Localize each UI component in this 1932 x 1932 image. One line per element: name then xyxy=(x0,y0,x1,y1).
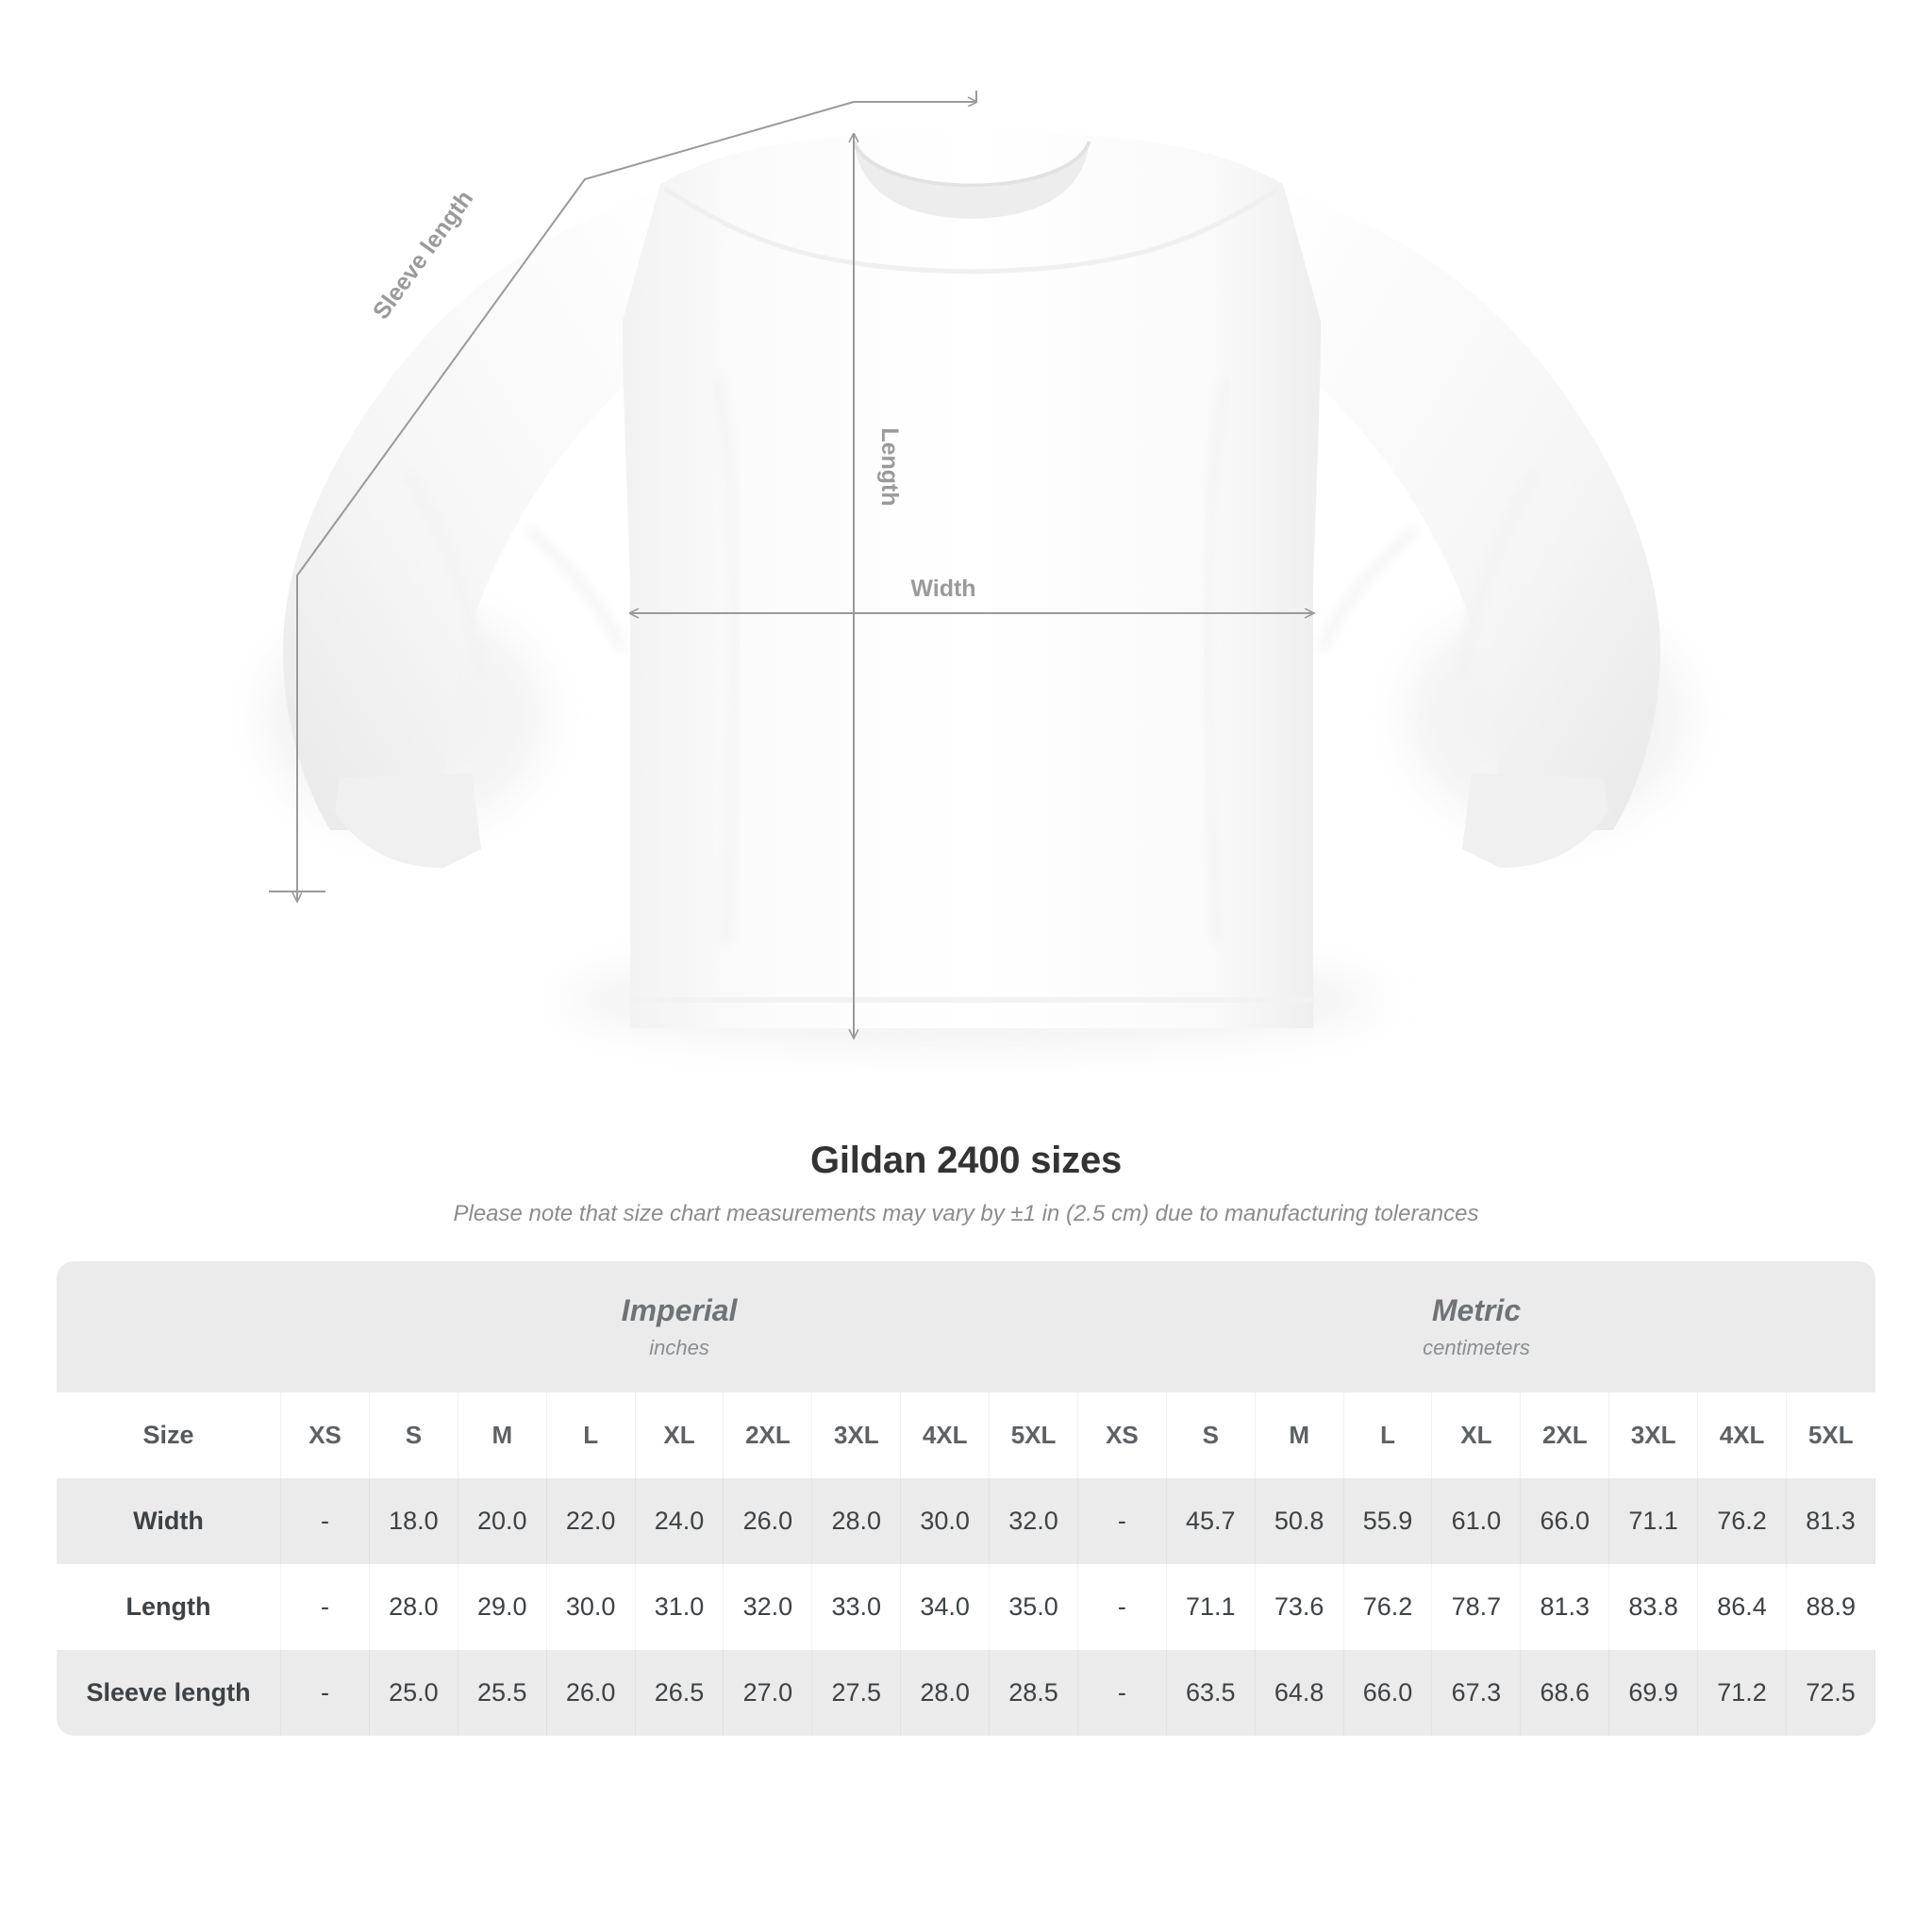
cell-sleeve-metric-3xl: 69.9 xyxy=(1609,1650,1698,1736)
cell-width-imperial-3xl: 28.0 xyxy=(812,1478,901,1564)
row-label-length: Length xyxy=(57,1564,281,1650)
tolerance-note: Please note that size chart measurements may vary by ±1 in (2.5 cm) due to manufacturing tolerances xyxy=(453,1201,1479,1226)
size-header-imperial-xs: XS xyxy=(281,1392,370,1478)
size-header-metric-3xl: 3XL xyxy=(1609,1392,1698,1478)
cell-sleeve-imperial-5xl: 28.5 xyxy=(990,1650,1078,1736)
cell-length-imperial-4xl: 34.0 xyxy=(901,1564,990,1650)
size-header-imperial-m: M xyxy=(458,1392,546,1478)
cell-length-imperial-l: 30.0 xyxy=(546,1564,635,1650)
size-header-label: Size xyxy=(57,1392,281,1478)
size-header-metric-s: S xyxy=(1166,1392,1255,1478)
cell-width-imperial-l: 22.0 xyxy=(546,1478,635,1564)
cell-width-imperial-s: 18.0 xyxy=(369,1478,458,1564)
cell-length-metric-xs: - xyxy=(1077,1564,1166,1650)
cell-sleeve-imperial-l: 26.0 xyxy=(546,1650,635,1736)
unit-group-metric-unit: centimeters xyxy=(1423,1336,1530,1359)
cell-sleeve-imperial-2xl: 27.0 xyxy=(724,1650,812,1736)
cell-sleeve-metric-xl: 67.3 xyxy=(1432,1650,1521,1736)
size-header-metric-xl: XL xyxy=(1432,1392,1521,1478)
cell-width-imperial-xs: - xyxy=(281,1478,370,1564)
table-corner-cell xyxy=(57,1261,281,1392)
unit-group-imperial-name: Imperial xyxy=(621,1293,738,1327)
cell-length-metric-3xl: 83.8 xyxy=(1609,1564,1698,1650)
cell-sleeve-imperial-3xl: 27.5 xyxy=(812,1650,901,1736)
cell-sleeve-imperial-xs: - xyxy=(281,1650,370,1736)
cell-sleeve-metric-s: 63.5 xyxy=(1166,1650,1255,1736)
cell-length-metric-xl: 78.7 xyxy=(1432,1564,1521,1650)
cell-width-metric-xl: 61.0 xyxy=(1432,1478,1521,1564)
cell-length-imperial-2xl: 32.0 xyxy=(724,1564,812,1650)
row-label-width: Width xyxy=(57,1478,281,1564)
size-header-metric-2xl: 2XL xyxy=(1521,1392,1609,1478)
cell-width-metric-5xl: 81.3 xyxy=(1786,1478,1874,1564)
cell-width-metric-l: 55.9 xyxy=(1343,1478,1432,1564)
title-block xyxy=(0,1140,1932,1227)
cell-width-metric-m: 50.8 xyxy=(1255,1478,1343,1564)
size-header-imperial-l: L xyxy=(546,1392,635,1478)
cell-width-imperial-2xl: 26.0 xyxy=(724,1478,812,1564)
cell-length-imperial-m: 29.0 xyxy=(458,1564,546,1650)
cell-width-metric-3xl: 71.1 xyxy=(1609,1478,1698,1564)
cell-width-metric-xs: - xyxy=(1077,1478,1166,1564)
cell-length-metric-l: 76.2 xyxy=(1343,1564,1432,1650)
cell-length-imperial-3xl: 33.0 xyxy=(812,1564,901,1650)
size-header-metric-xs: XS xyxy=(1077,1392,1166,1478)
table-row xyxy=(57,1650,1875,1736)
unit-group-imperial-unit: inches xyxy=(649,1336,709,1359)
size-chart-table xyxy=(57,1261,1875,1736)
cell-length-metric-4xl: 86.4 xyxy=(1698,1564,1787,1650)
cell-sleeve-metric-2xl: 68.6 xyxy=(1521,1650,1609,1736)
cell-width-imperial-xl: 24.0 xyxy=(635,1478,724,1564)
cell-length-imperial-s: 28.0 xyxy=(369,1564,458,1650)
cell-sleeve-metric-4xl: 71.2 xyxy=(1698,1650,1787,1736)
cell-sleeve-imperial-xl: 26.5 xyxy=(635,1650,724,1736)
size-header-imperial-3xl: 3XL xyxy=(812,1392,901,1478)
cell-length-metric-s: 71.1 xyxy=(1166,1564,1255,1650)
cell-sleeve-imperial-4xl: 28.0 xyxy=(901,1650,990,1736)
sleeve-length-label: Sleeve length xyxy=(367,185,479,325)
cell-length-imperial-xs: - xyxy=(281,1564,370,1650)
cell-sleeve-metric-l: 66.0 xyxy=(1343,1650,1432,1736)
unit-header-row xyxy=(57,1261,1875,1392)
table-row xyxy=(57,1478,1875,1564)
width-label: Width xyxy=(910,575,976,602)
unit-group-imperial xyxy=(281,1261,1078,1392)
size-header-metric-4xl: 4XL xyxy=(1698,1392,1787,1478)
size-header-imperial-s: S xyxy=(369,1392,458,1478)
size-header-imperial-4xl: 4XL xyxy=(901,1392,990,1478)
cell-length-metric-2xl: 81.3 xyxy=(1521,1564,1609,1650)
length-label: Length xyxy=(876,427,903,507)
cell-width-metric-s: 45.7 xyxy=(1166,1478,1255,1564)
cell-length-imperial-5xl: 35.0 xyxy=(990,1564,1078,1650)
cell-width-imperial-m: 20.0 xyxy=(458,1478,546,1564)
size-header-row xyxy=(57,1392,1875,1478)
table-row xyxy=(57,1564,1875,1650)
cell-length-metric-m: 73.6 xyxy=(1255,1564,1343,1650)
row-label-sleeve-length: Sleeve length xyxy=(57,1650,281,1736)
cell-width-metric-2xl: 66.0 xyxy=(1521,1478,1609,1564)
size-header-imperial-xl: XL xyxy=(635,1392,724,1478)
cell-sleeve-metric-5xl: 72.5 xyxy=(1786,1650,1874,1736)
cell-sleeve-imperial-m: 25.5 xyxy=(458,1650,546,1736)
size-header-metric-l: L xyxy=(1343,1392,1432,1478)
cell-sleeve-imperial-s: 25.0 xyxy=(369,1650,458,1736)
cell-length-metric-5xl: 88.9 xyxy=(1786,1564,1874,1650)
unit-group-metric xyxy=(1077,1261,1874,1392)
size-header-imperial-5xl: 5XL xyxy=(990,1392,1078,1478)
cell-length-imperial-xl: 31.0 xyxy=(635,1564,724,1650)
cell-width-metric-4xl: 76.2 xyxy=(1698,1478,1787,1564)
cell-width-imperial-4xl: 30.0 xyxy=(901,1478,990,1564)
page-title: Gildan 2400 sizes xyxy=(809,1140,1123,1181)
size-header-metric-m: M xyxy=(1255,1392,1343,1478)
size-header-metric-5xl: 5XL xyxy=(1786,1392,1874,1478)
cell-sleeve-metric-m: 64.8 xyxy=(1255,1650,1343,1736)
size-header-imperial-2xl: 2XL xyxy=(724,1392,812,1478)
cell-width-imperial-5xl: 32.0 xyxy=(990,1478,1078,1564)
unit-group-metric-name: Metric xyxy=(1431,1293,1522,1327)
cell-sleeve-metric-xs: - xyxy=(1077,1650,1166,1736)
